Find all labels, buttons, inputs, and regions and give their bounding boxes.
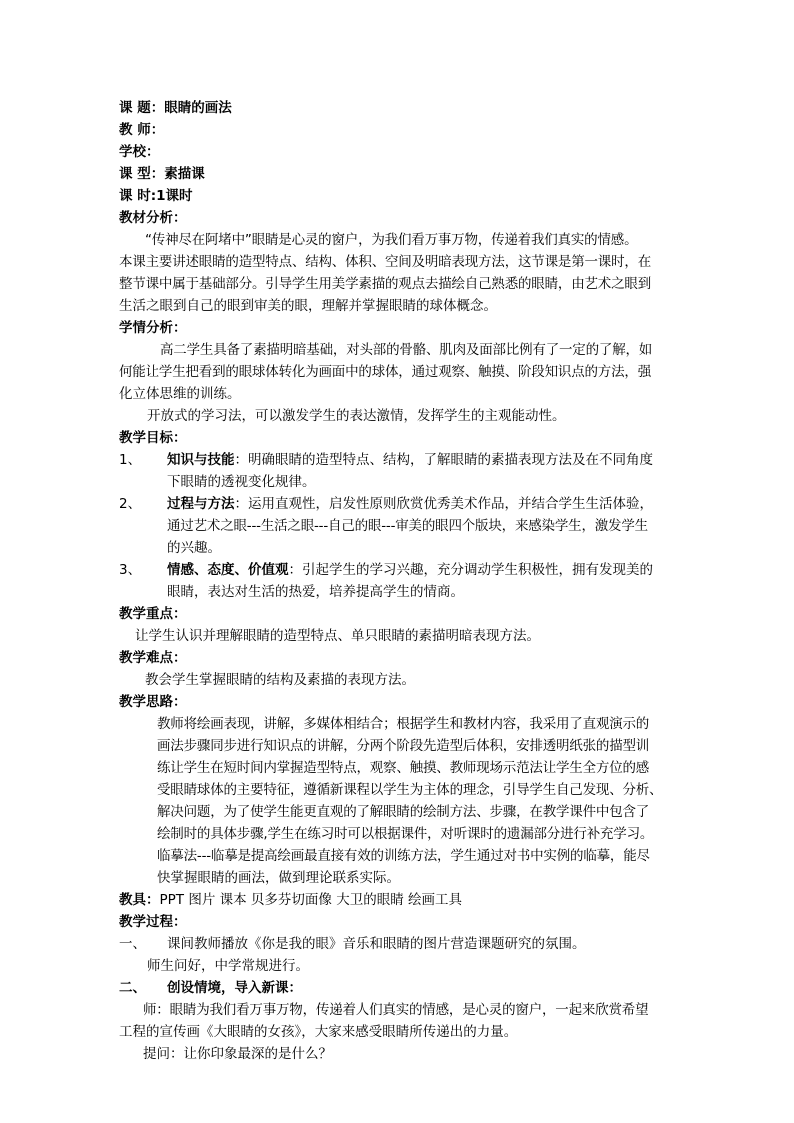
hours-row [119,185,679,207]
thinking-line: 快掌握眼睛的画法，做到理论联系实际。 [157,870,400,886]
tools-row [119,889,679,911]
goal-text: 眼睛，表达对生活的热爱，培养提高学生的情商。 [167,584,464,600]
goal-text: ：运用直观性，启发性原则欣赏优秀美术作品，并结合学生生活体验， [234,496,653,512]
students-line: 何能让学生把看到的眼球体转化为画面中的球体，通过观察、触摸、阶段知识点的方法，强 [119,364,651,380]
thinking-line: 教师将绘画表现，讲解，多媒体相结合；根据学生和教材内容，我采用了直观演示的 [157,716,650,732]
thinking-line: 绘制时的具体步骤,学生在练习时可以根据课件，对听课时的遗漏部分进行补充学习。 [157,826,654,842]
type-label: 课 型： [119,166,165,182]
students-heading: 学情分析： [119,320,187,336]
goal-label: 知识与技能 [167,452,235,468]
topic-value: 眼睛的画法 [164,100,232,116]
tools-label: 教具： [119,892,160,908]
goal-text: ：引起学生的学习兴趣，充分调动学生积极性，拥有发现美的 [288,562,653,578]
thinking-line: 受眼睛球体的主要特征，遵循新课程以学生为主体的理念，引导学生自己发现、分析、 [157,782,663,798]
step-number: 一、 [119,936,146,952]
goals-heading: 教学目标： [119,430,187,446]
topic-label: 课 题： [119,100,165,116]
thinking-heading: 教学思路： [119,694,187,710]
goal-label: 过程与方法 [167,496,235,512]
process-step [119,977,679,999]
thinking-line: 解决问题，为了使学生能更直观的了解眼睛的绘制方法、步骤，在教学课件中包含了 [157,804,650,820]
goal-item [119,559,679,603]
thinking-line: 临摹法---临摹是提高绘画最直接有效的训练方法，学生通过对书中实例的临摹，能尽 [157,848,650,864]
goal-item [119,493,679,559]
topic-row [119,97,679,119]
key-points-text: 让学生认识并理解眼睛的造型特点、单只眼睛的素描明暗表现方法。 [135,628,540,644]
key-points-heading: 教学重点： [119,606,187,622]
goal-item [119,449,679,493]
step-number: 二、 [119,980,146,996]
material-line: 本课主要讲述眼睛的造型特点、结构、体积、空间及明暗表现方法，这节课是第一课时，在 [119,254,651,270]
tools-value: PPT 图片 课本 贝多芬切面像 大卫的眼睛 绘画工具 [159,892,462,908]
goal-text: 通过艺术之眼---生活之眼---自己的眼---审美的眼四个版块，来感染学生，激发学生 [167,518,648,534]
difficulties-text: 教会学生掌握眼睛的结构及素描的表现方法。 [145,672,415,688]
process-heading: 教学过程： [119,914,187,930]
goal-text: 的兴趣。 [167,540,221,556]
goal-number: 2、 [119,496,142,512]
step-text: 创设情境，导入新课： [167,980,302,996]
difficulties-heading: 教学难点： [119,650,187,666]
step-line: 师：眼睛为我们看万事万物，传递着人们真实的情感，是心灵的窗户，一起来欣赏希望 [143,1002,649,1018]
thinking-line: 练让学生在短时间内掌握造型特点，观察、触摸、教师现场示范法让学生全方位的感 [157,760,650,776]
goal-number: 1、 [119,452,142,468]
step-text: 课间教师播放《你是我的眼》音乐和眼睛的图片营造课题研究的氛围。 [167,936,586,952]
students-extra: 开放式的学习法，可以激发学生的表达激情，发挥学生的主观能动性。 [147,408,566,424]
hours-label: 课 时: [119,188,157,204]
material-line: “传神尽在阿堵中”眼睛是心灵的窗户，为我们看万事万物，传递着我们真实的情感。 [145,232,638,248]
lesson-plan [119,97,679,1065]
goal-number: 3、 [119,562,142,578]
material-line: 整节课中属于基础部分。引导学生用美学素描的观点去描绘自己熟悉的眼睛，由艺术之眼到 [119,276,651,292]
goal-label: 情感、态度、价值观 [167,562,289,578]
material-heading: 教材分析： [119,210,187,226]
step-question: 提问：让你印象最深的是什么？ [143,1046,332,1062]
students-line: 化立体思维的训练。 [119,386,241,402]
type-row [119,163,679,185]
process-step [119,933,679,955]
goal-text: ：明确眼睛的造型特点、结构，了解眼睛的素描表现方法及在不同角度 [234,452,653,468]
goal-text: 下眼睛的透视变化规律。 [167,474,316,490]
hours-value: 1课时 [156,188,193,204]
school-row: 学校： [119,144,160,160]
step-sub: 师生问好，中学常规进行。 [147,958,309,974]
thinking-line: 画法步骤同步进行知识点的讲解，分两个阶段先造型后体积，安排透明纸张的描型训 [157,738,650,754]
type-value: 素描课 [164,166,205,182]
material-line: 生活之眼到自己的眼到审美的眼，理解并掌握眼睛的球体概念。 [119,298,497,314]
step-line: 工程的宣传画《大眼睛的女孩》，大家来感受眼睛所传递出的力量。 [119,1024,518,1040]
teacher-row: 教 师： [119,122,165,138]
students-line: 高二学生具备了素描明暗基础，对头部的骨骼、肌肉及面部比例有了一定的了解，如 [160,342,653,358]
